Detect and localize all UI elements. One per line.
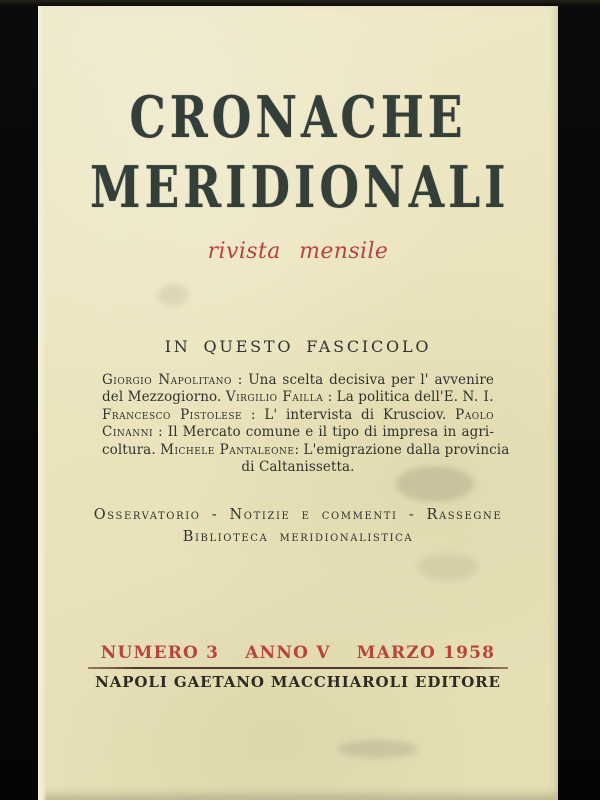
title-line-1: CRONACHE [129,84,467,151]
article-text: coltura. [102,441,161,458]
sections-line-1: Osservatorio - Notizie e commenti - Rassegne [93,507,503,523]
horizontal-rule [88,667,508,669]
author-name: Paolo [455,406,494,423]
article-text: di Caltanissetta. [241,459,355,476]
author-name: Michele Pantaleone [160,441,295,458]
paper-smudge [418,554,478,580]
article-text: : La politica dell'E. [323,389,463,406]
article-text: : L'emigrazione dalla provincia [294,441,510,458]
publisher-line: NAPOLI GAETANO MACCHIAROLI EDITORE [95,673,501,691]
author-name: Francesco Pistolese [102,406,243,423]
article-text: del Mezzogiorno. [102,389,226,406]
article-text: : Una scelta decisiva per l' avvenire [231,372,494,388]
paper-smudge [338,740,418,758]
author-name: Giorgio Napolitano [102,372,232,388]
fascicolo-line [102,441,510,459]
subtitle: rivista mensile [207,239,389,264]
article-text: : Il Mercato comune e il tipo di impresa in agri- [153,424,494,441]
sections-line-2: Biblioteca meridionalistica [182,529,414,545]
author-name: Virgilio Failla [225,389,324,406]
contents-paragraph [102,372,510,476]
title-line-2: MERIDIONALI [90,154,510,221]
magazine-cover [38,6,558,800]
contents-heading: IN QUESTO FASCICOLO [164,337,432,356]
issue-date: MARZO 1958 [356,643,496,663]
fascicolo-line [102,372,494,389]
author-name: N. I. [462,389,495,406]
issue-number: NUMERO 3 [100,643,220,663]
paper-smudge [158,284,188,306]
fascicolo-line [102,459,494,476]
fascicolo-line [102,424,494,441]
issue-volume: ANNO V [245,643,331,663]
issue-info [38,643,558,664]
magazine-title [38,83,558,223]
fascicolo-line [102,389,494,406]
fascicolo-line [102,407,494,424]
article-text: : L' intervista di Krusciov. [242,406,456,423]
author-name: Cinanni [102,424,154,441]
